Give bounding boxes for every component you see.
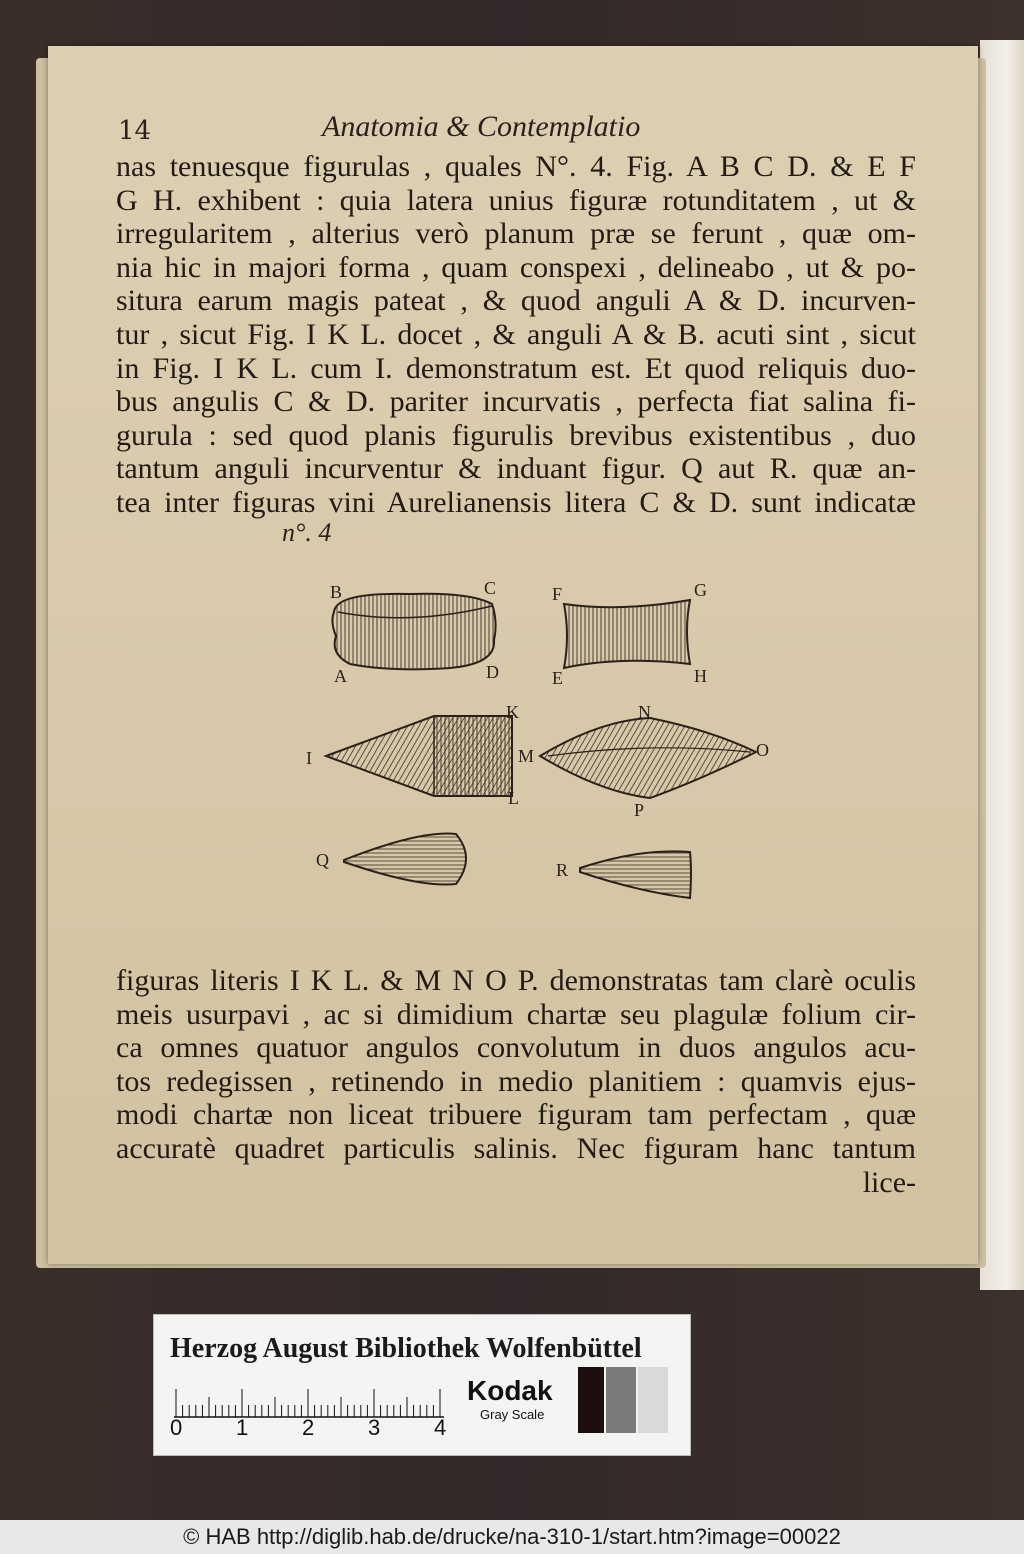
text-line: meis usurpavi , ac si dimidium chartæ seu plagulæ folium cir-: [116, 997, 916, 1031]
ruler-number: 4: [434, 1415, 447, 1440]
text-line: nia hic in majori forma , quam conspexi , delineabo , ut & po-: [116, 250, 916, 284]
figure-q: [344, 834, 466, 885]
kodak-logo: Kodak: [467, 1375, 553, 1406]
plate-label: n°. 4: [282, 518, 332, 547]
swatch-light: [638, 1367, 668, 1433]
figure-letter: Q: [316, 850, 329, 870]
text-line: tur , sicut Fig. I K L. docet , & anguli A & B. acuti sint , sicut: [116, 317, 916, 351]
ruler-number: 3: [368, 1415, 381, 1440]
color-target-card: [153, 1314, 691, 1456]
figure-letter: G: [694, 580, 707, 600]
gray-scale-label: Gray Scale: [480, 1407, 545, 1422]
text-line: G H. exhibent : quia latera unius figuræ rotunditatem , ut &: [116, 183, 916, 217]
figure-letter: C: [484, 578, 497, 598]
figure-letter: E: [552, 668, 563, 688]
figure-letter: H: [694, 666, 707, 686]
text-line: figuras literis I K L. & M N O P. demonstratas tam clarè oculis: [116, 964, 916, 997]
text-line: situra earum magis pateat , & quod anguli A & D. incurven-: [116, 284, 916, 318]
text-line: nas tenuesque figurulas , quales N°. 4. Fig. A B C D. & E F: [116, 150, 916, 183]
text-line: modi chartæ non liceat tribuere figuram tam perfectam , quæ: [116, 1098, 916, 1132]
figure-letter: A: [334, 666, 347, 686]
swatch-dark: [578, 1367, 604, 1433]
figure-letter: K: [506, 702, 519, 722]
running-head: Anatomia & Contemplatio: [322, 110, 641, 143]
footer-bar: [0, 1520, 1024, 1554]
text-line: tantum anguli incurventur & induant figur. Q aut R. quæ an-: [116, 452, 916, 486]
text-line: irregularitem , alterius verò planum præ se ferunt , quæ om-: [116, 217, 916, 251]
figure-r: [580, 851, 691, 898]
text-line: gurula : sed quod planis figurulis brevibus existentibus , duo: [116, 418, 916, 452]
catchword: lice-: [862, 1165, 916, 1199]
figure-letter: I: [306, 748, 312, 768]
figure-letter: P: [634, 800, 645, 820]
figure-letter: L: [508, 788, 519, 808]
library-name: Herzog August Bibliothek Wolfenbüttel: [170, 1333, 642, 1364]
text-line: tos redegissen , retinendo in medio planitiem : quamvis ejus-: [116, 1064, 916, 1098]
ruler-number: 2: [302, 1415, 315, 1440]
figure-letter: B: [330, 582, 343, 602]
text-line: ca omnes quatuor angulos convolutum in duos angulos acu-: [116, 1031, 916, 1065]
figure-efgh: [564, 600, 690, 668]
swatch-mid: [606, 1367, 636, 1433]
footer-credit: © HAB http://diglib.hab.de/drucke/na-310-1/start.htm?image=00022: [183, 1524, 841, 1549]
ruler-number: 1: [236, 1415, 249, 1440]
ruler-number: 0: [170, 1415, 183, 1440]
figure-letter: R: [556, 860, 569, 880]
page-number: 14: [118, 116, 152, 146]
figure-letter: F: [552, 584, 563, 604]
text-line: in Fig. I K L. cum I. demonstratum est. Et quod reliquis duo-: [116, 351, 916, 385]
text-line: bus angulis C & D. pariter incurvatis , perfecta fiat salina fi-: [116, 385, 916, 419]
figure-letter: N: [638, 702, 651, 722]
figure-letter: D: [486, 662, 499, 682]
text-line: tea inter figuras vini Aurelianensis litera C & D. sunt indicatæ: [116, 485, 916, 519]
text-line: accuratè quadret particulis salinis. Nec figuram hanc tantum: [116, 1131, 916, 1165]
figure-ikl: [326, 716, 512, 796]
figure-mnop: [540, 718, 756, 798]
text-bottom: [116, 964, 916, 1199]
figure-letter: M: [518, 746, 535, 766]
figure-letter: O: [756, 740, 769, 760]
figure-abcd: [332, 594, 495, 670]
